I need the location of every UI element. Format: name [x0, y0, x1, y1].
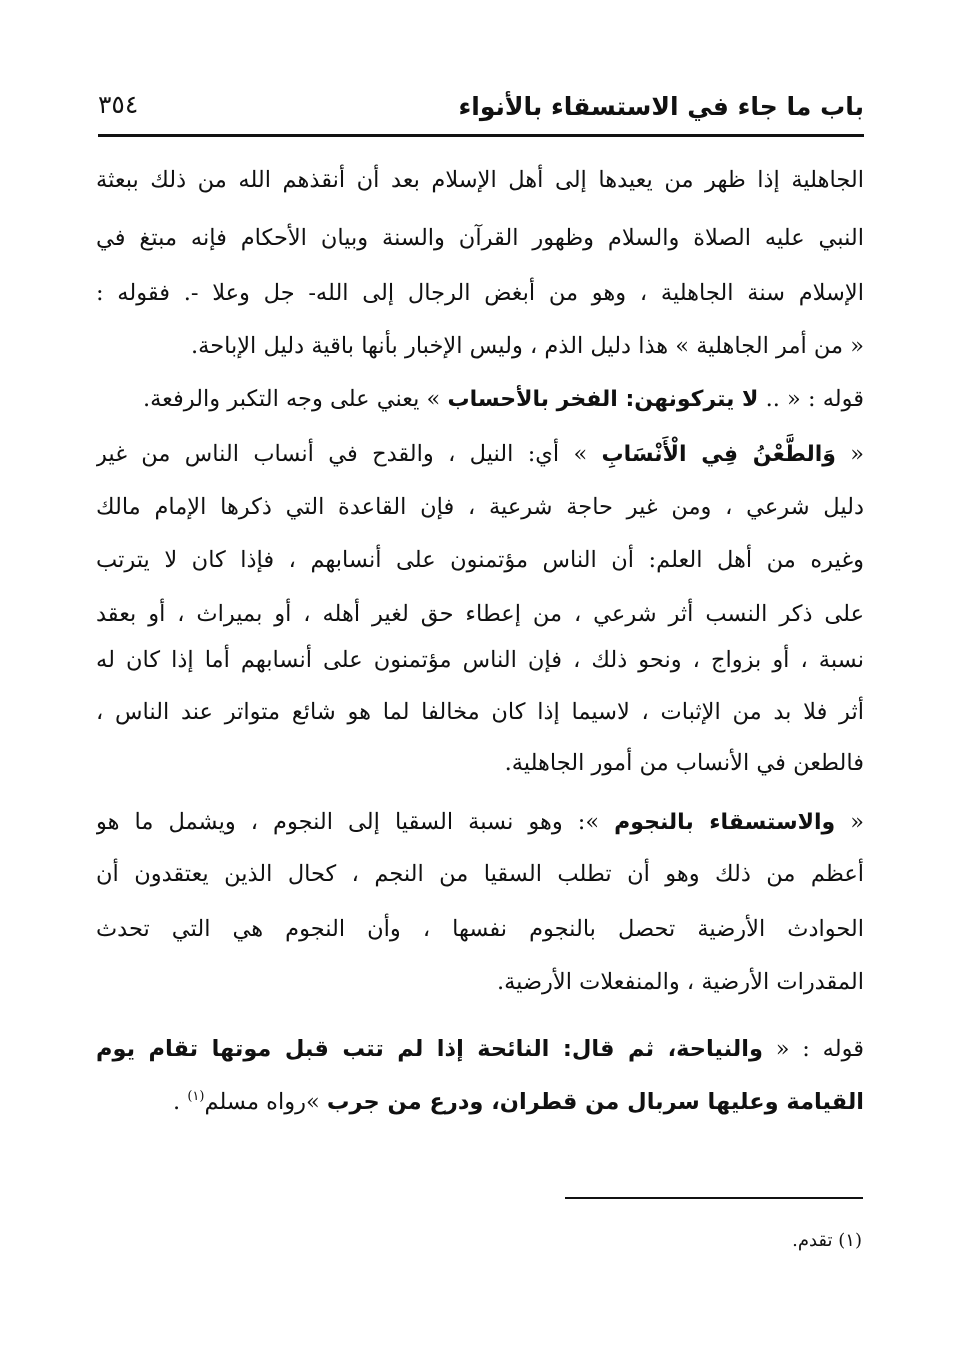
- text-run: » يعني على وجه التكبر والرفعة.: [142, 386, 448, 412]
- text-line: الإسلام سنة الجاهلية ، وهو من أبغض الرجال إلى الله- جل وعلا -. فقوله :: [96, 280, 864, 306]
- hadith-phrase: لا يتركونهن: الفخر بالأحساب: [447, 387, 759, 412]
- text-line: دليل شرعي ، ومن غير حاجة شرعية ، فإن القاعدة التي ذكرها الإمام مالك: [96, 494, 864, 520]
- page-number: ٣٥٤: [98, 90, 139, 119]
- text-line: الجاهلية إذا ظهر من يعيدها إلى أهل الإسلام بعد أن أنقذهم الله من ذلك ببعثة: [96, 167, 864, 193]
- text-run: »: وهو نسبة السقيا إلى النجوم ، ويشمل ما هو: [96, 809, 615, 835]
- text-line: الحوادث الأرضية تحصل بالنجوم نفسها ، وأن النجوم هي التي تحدث: [96, 916, 864, 942]
- text-run: » أي: النيل ، والقدح في أنساب الناس من غير: [96, 441, 602, 467]
- text-line: أثر فلا بد من الإثبات ، لاسيما إذا كان مخالفا لما هو شائع متواتر عند الناس ،: [96, 699, 864, 725]
- text-run: «: [835, 809, 864, 835]
- text-line: « من أمر الجاهلية » هذا دليل الذم ، وليس الإخبار بأنها باقية دليل الإباحة.: [190, 333, 864, 359]
- text-run: قوله : « ..: [758, 386, 864, 412]
- text-line: نسبة ، أو بزواج ، ونحو ذلك ، فإن الناس مؤتمنون على أنسابهم أما إذا كان له: [96, 647, 864, 673]
- footnote-marker[interactable]: (١): [187, 1089, 205, 1104]
- text-run: «: [835, 441, 864, 467]
- text-line: [96, 375, 864, 423]
- chapter-title: باب ما جاء في الاستسقاء بالأنواء: [458, 92, 864, 121]
- hadith-phrase: وَالطَّعْنُ فِي الْأَنْسَابِ: [601, 442, 836, 467]
- text-line: فالطعن في الأنساب من أمور الجاهلية.: [504, 750, 864, 776]
- footnote-separator: [565, 1197, 863, 1199]
- text-line: المقدرات الأرضية ، والمنفعلات الأرضية.: [496, 969, 864, 995]
- text-run: »رواه مسلم: [204, 1089, 327, 1115]
- hadith-phrase: القيامة وعليها سربال من قطران، ودرع من جرب: [326, 1089, 864, 1115]
- hadith-phrase: والاستسقاء بالنجوم: [614, 810, 836, 835]
- page-header: [98, 88, 864, 137]
- footnote: (١) تقدم.: [792, 1230, 862, 1251]
- text-line: [96, 798, 864, 846]
- text-line: أعظم من ذلك وهو أن تطلب السقيا من النجم ، كحال الذين يعتقدون أن: [96, 861, 864, 887]
- text-line: وغيره من أهل العلم: أن الناس مؤتمنون على أنسابهم ، فإذا كان لا يترتب: [96, 547, 864, 573]
- text-run: قوله : «: [762, 1036, 864, 1062]
- text-line: [96, 430, 864, 478]
- hadith-phrase: والنياحة، ثم قال: النائحة إذا لم تتب قبل موتها تقام يوم: [96, 1036, 763, 1062]
- text-line: على ذكر النسب أثر شرعي ، من إعطاء حق لغير أهله ، أو بميراث ، أو بعقد: [96, 601, 864, 627]
- text-line: النبي عليه الصلاة والسلام وظهور القرآن والسنة وبيان الأحكام فإنه مبتغ في: [96, 225, 864, 251]
- text-run: .: [173, 1089, 188, 1115]
- text-line: [96, 1078, 864, 1126]
- text-line: [96, 1025, 864, 1073]
